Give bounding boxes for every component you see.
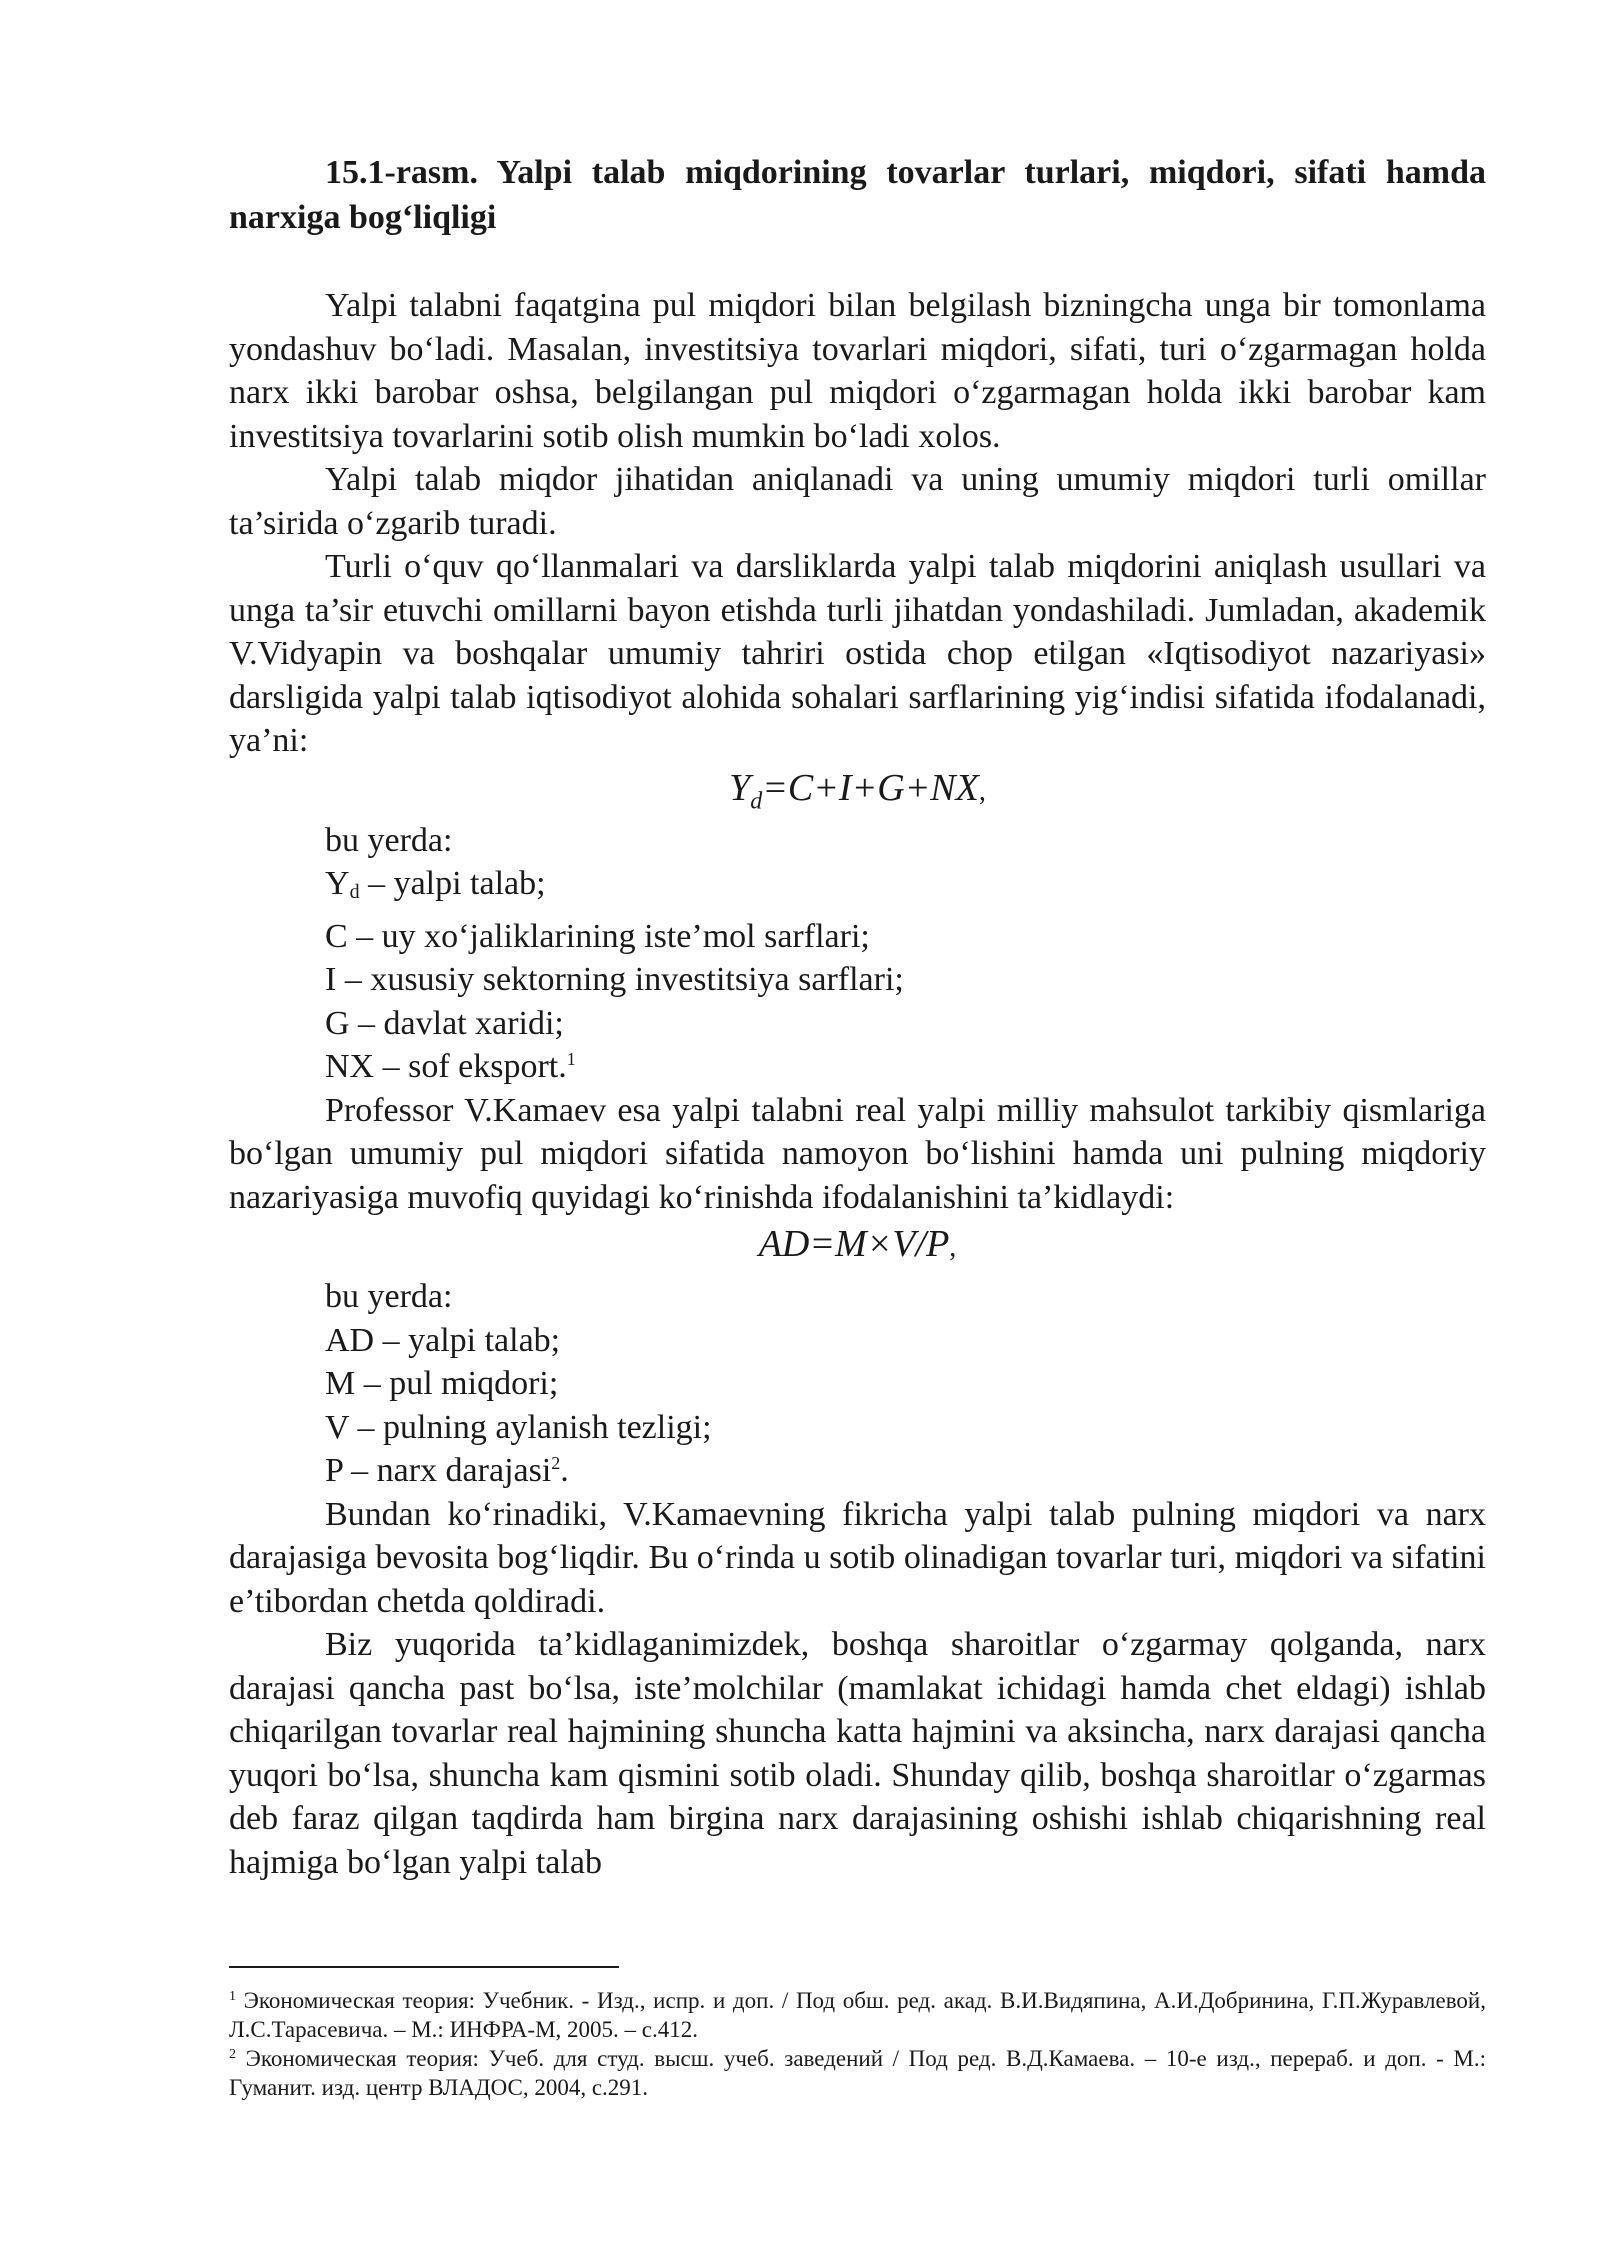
formula-rhs: =C+I+G+NX [762,766,979,809]
paragraph-6: Biz yuqorida ta’kidlaganimizdek, boshqa sharoitlar o‘zgarmay qolganda, narx darajasi qancha past bo‘lsa, iste’molchilar (mamlakat ichidagi hamda chet eldagi) ishlab chiqarilgan tovarlar real hajmining shuncha katta hajmini va aksincha, narx darajasi qancha yuqori bo‘lsa, shuncha kam qismini sotib oladi. Shunday qilib, boshqa sharoitlar o‘zgarmas deb faraz qilgan taqdirda ham birgina narx darajasining oshishi ishlab chiqarishning real hajmiga bo‘lgan yalpi talab [229,1626,1486,1881]
footnote-ref-1[interactable]: 1 [566,1049,576,1069]
footnote-separator [229,1966,619,1968]
definition-ad: AD – yalpi talab; [325,1321,561,1359]
definition-v: V – pulning aylanish tezligi; [325,1408,712,1446]
definition-yd-subscript: d [349,881,360,903]
footnote-1-text: Экономическая теория: Учебник. - Изд., испр. и доп. / Под обш. ред. акад. В.И.Видяпина, А.И.Добринина, Г.П.Журавлевой, Л.С.Тарасевича. – М.: ИНФРА-М, 2005. – с.412. [229,1988,1486,2042]
footnote-1 [229,1986,1486,2044]
formula2-expr: AD=M×V/P [758,1223,950,1265]
footnote-ref-2[interactable]: 2 [551,1453,561,1473]
body-text [229,284,1486,1884]
formula-quantity-theory [229,1219,1486,1275]
formula-lhs-subscript: d [750,788,763,815]
definition-yd [229,862,1486,915]
footnote-2-number: 2 [229,2047,236,2062]
formula-lhs: Y [729,766,751,809]
definition-c: C – uy xo‘jaliklarining iste’mol sarflari; [325,917,870,955]
formula-aggregate-demand-sum [229,763,1486,819]
formula-comma: , [978,775,986,807]
definition-p [229,1449,1486,1493]
definitions2-intro: bu yerda: [325,1278,453,1315]
footnote-1-number: 1 [229,1989,236,2004]
footnotes [229,1986,1486,2102]
paragraph-3: Turli o‘quv qo‘llanmalari va darsliklarda yalpi talab miqdorini aniqlash usullari va unga ta’sir etuvchi omillarni bayon etishda turli jihatdan yondashiladi. Jumladan, akademik V.Vidyapin va boshqalar umumiy tahriri ostida chop etilgan «Iqtisodiyot nazariyasi» darsligida yalpi talab iqtisodiyot alohida sohalari sarflarining yig‘indisi sifatida ifodalanadi, ya’ni: [229,548,1486,759]
definition-m: M – pul miqdori; [325,1365,559,1402]
definition-yd-symbol: Y [325,865,350,902]
definition-yd-text: – yalpi talab; [359,865,546,902]
definition-nx [229,1045,1486,1089]
footnote-2 [229,2044,1486,2102]
paragraph-5: Bundan ko‘rinadiki, V.Kamaevning fikricha yalpi talab pulning miqdori va narx darajasiga bevosita bog‘liqdir. Bu o‘rinda u sotib olinadigan tovarlar turi, miqdori va sifatini e’tibordan chetda qoldiradi. [229,1495,1486,1620]
paragraph-2: Yalpi talab miqdor jihatidan aniqlanadi va uning umumiy miqdori turli omillar ta’sirida o‘zgarib turadi. [229,461,1486,542]
formula2-comma: , [949,1232,957,1263]
definition-p-text: P – narx darajasi [325,1452,552,1489]
definition-g: G – davlat xaridi; [325,1004,564,1042]
definition-i: I – xususiy sektorning investitsiya sarflari; [325,961,904,998]
definitions-intro: bu yerda: [325,821,453,859]
paragraph-4: Professor V.Kamaev esa yalpi talabni real yalpi milliy mahsulot tarkibiy qismlariga bo‘lgan umumiy pul miqdori sifatida namoyon bo‘lishini hamda uni pulning miqdoriy nazariyasiga muvofiq quyidagi ko‘rinishda ifodalanishini ta’kidlaydi: [229,1091,1486,1216]
definition-nx-text: NX – sof eksport. [325,1048,567,1085]
figure-caption: 15.1-rasm. Yalpi talab miqdorining tovarlar turlari, miqdori, sifati hamda narxiga bog‘liqligi [229,154,1486,236]
paragraph-1: Yalpi talabni faqatgina pul miqdori bilan belgilash bizningcha unga bir tomonlama yondashuv bo‘ladi. Masalan, investitsiya tovarlari miqdori, sifati, turi o‘zgarmagan holda narx ikki barobar oshsa, belgilangan pul miqdori o‘zgarmagan holda ikki barobar kam investitsiya tovarlarini sotib olish mumkin bo‘ladi xolos. [229,287,1486,455]
footnote-2-text: Экономическая теория: Учеб. для студ. высш. учеб. заведений / Под ред. В.Д.Камаева. – 10-е изд., перераб. и доп. - М.: Гуманит. изд. центр ВЛАДОС, 2004, с.291. [229,2046,1486,2100]
definition-p-end: . [560,1452,569,1489]
